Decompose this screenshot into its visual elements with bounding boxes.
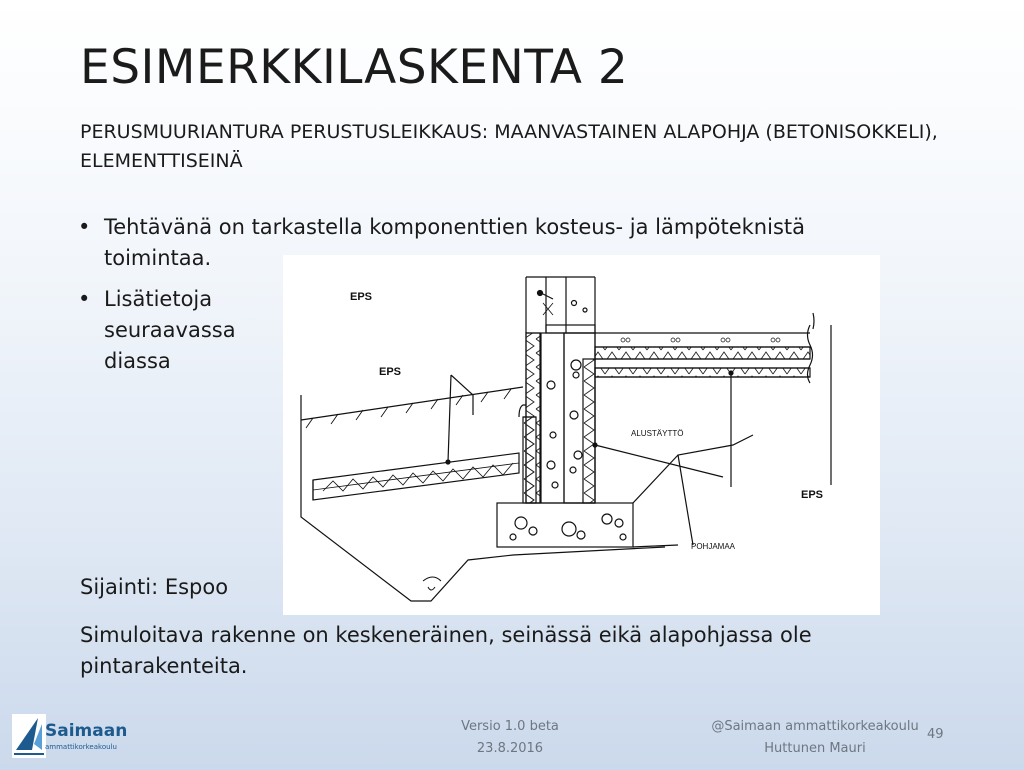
logo-name: Saimaan <box>45 721 128 741</box>
logo-subtitle: ammattikorkeakoulu <box>45 743 117 751</box>
footer-version-block <box>440 716 580 760</box>
footer-author-block <box>700 716 930 760</box>
bullet-more-info: • Lisätietoja seuraavassa diassa <box>78 284 284 377</box>
label-eps-top: EPS <box>350 291 373 303</box>
footer-date: 23.8.2016 <box>476 741 544 756</box>
label-fill: ALUSTÄYTTÖ <box>631 429 684 438</box>
foundation-section-drawing <box>283 255 880 615</box>
page-number: 49 <box>927 727 944 742</box>
foundation-drawing-svg <box>283 255 880 615</box>
location-text: Sijainti: Espoo <box>80 575 229 599</box>
label-eps-right: EPS <box>801 489 824 501</box>
footer-author: Huttunen Mauri <box>764 741 866 756</box>
slide-title: ESIMERKKILASKENTA 2 <box>80 40 629 95</box>
label-subsoil: POHJAMAA <box>691 542 736 551</box>
bullet-task: • Tehtävänä on tarkastella komponenttien kosteus- ja lämpöteknistä toimintaa. <box>78 212 904 274</box>
note-text: Simuloitava rakenne on keskeneräinen, seinässä eikä alapohjassa ole pintarakenteita. <box>80 623 812 678</box>
slide-subtitle: PERUSMUURIANTURA PERUSTUSLEIKKAUS: MAANVASTAINEN ALAPOHJA (BETONISOKKELI), ELEMENTTISEINÄ <box>80 121 938 172</box>
footer-version: Versio 1.0 beta <box>461 719 559 734</box>
footer-org: @Saimaan ammattikorkeakoulu <box>711 719 919 734</box>
sail-logo-icon <box>12 714 46 758</box>
label-eps-mid: EPS <box>379 366 402 378</box>
saimaa-logo <box>12 714 128 758</box>
